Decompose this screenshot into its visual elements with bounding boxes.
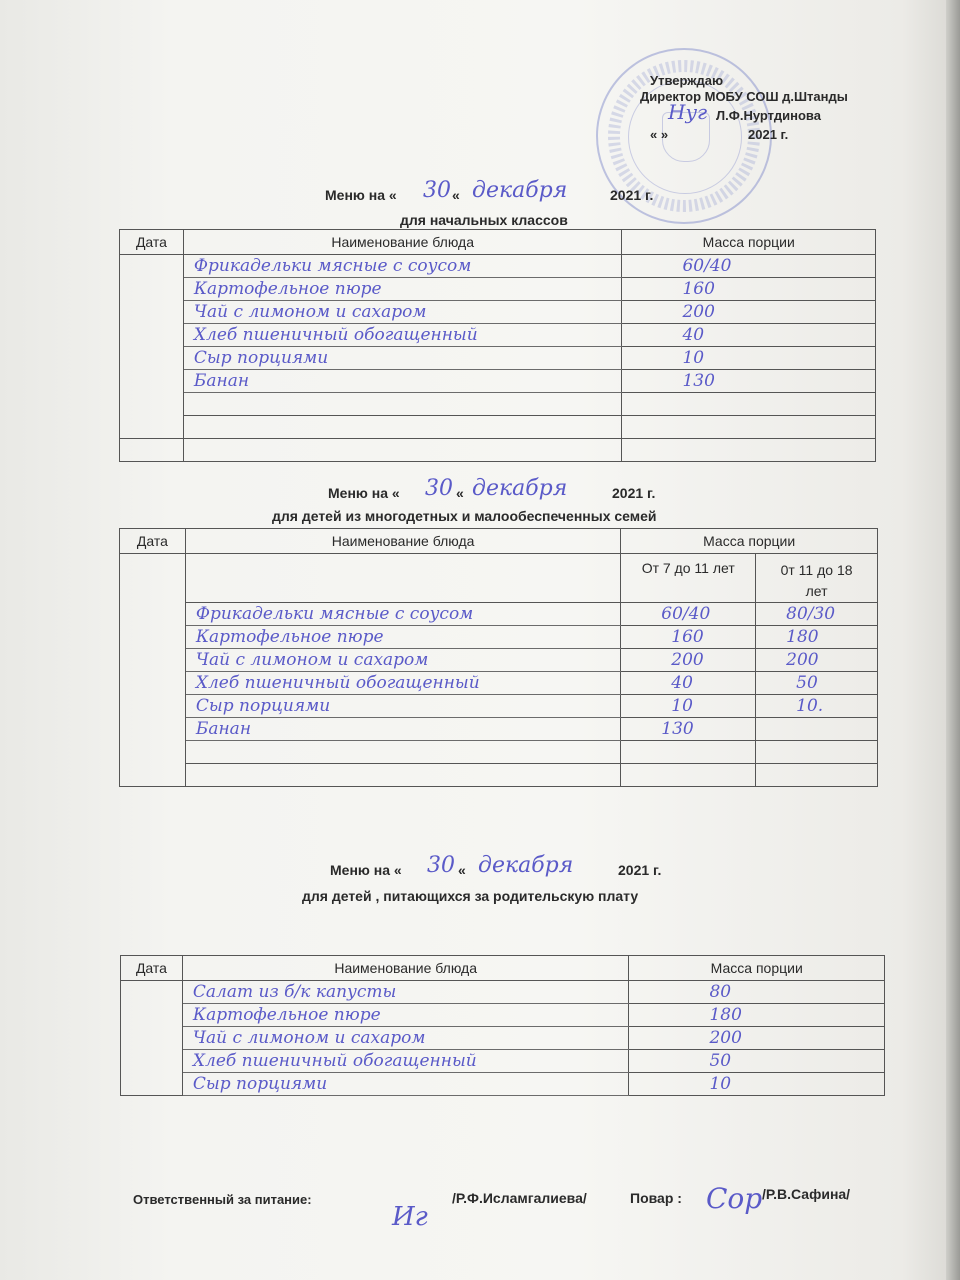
mass-cell: 60/40: [622, 255, 876, 278]
menu-table-large-families: [119, 528, 878, 787]
mass-cell: 200: [629, 1027, 885, 1050]
table-row: [120, 672, 878, 695]
table-row: [121, 1073, 885, 1096]
mass-cell-empty: [756, 741, 878, 764]
dish-cell: Банан: [183, 370, 622, 393]
mass-cell-empty: [622, 439, 876, 462]
mass-cell: 200: [622, 301, 876, 324]
header-date: Дата: [120, 230, 184, 255]
header-dish: Наименование блюда: [183, 230, 622, 255]
mass-cell-empty: [621, 764, 756, 787]
section3-day: 30: [427, 853, 455, 878]
dish-cell-empty: [185, 741, 620, 764]
section1-subtitle: для начальных классов: [400, 212, 568, 228]
mass-cell-7-11: 160: [621, 626, 756, 649]
approval-title: Утверждаю: [650, 73, 724, 88]
section3-year: 2021 г.: [618, 862, 662, 878]
section1-year: 2021 г.: [610, 187, 654, 203]
approval-name: Л.Ф.Нуртдинова: [716, 108, 821, 123]
date-cell-empty: [120, 439, 184, 462]
header-mass: Масса порции: [629, 956, 885, 981]
approval-year: 2021 г.: [748, 127, 789, 142]
date-cell: [120, 255, 184, 439]
header-age-11-18: [756, 554, 878, 603]
mass-cell-11-18: 50: [756, 672, 878, 695]
responsible-label: Ответственный за питание:: [133, 1192, 312, 1207]
menu-table-primary: [119, 229, 876, 462]
approval-position: Директор МОБУ СОШ д.Штанды: [640, 89, 848, 104]
dish-cell: Сыр порциями: [185, 695, 620, 718]
menu-table-paid: [120, 955, 885, 1096]
mass-cell-11-18: 200: [756, 649, 878, 672]
dish-cell: Чай с лимоном и сахаром: [185, 649, 620, 672]
dish-cell: Фрикадельки мясные с соусом: [185, 603, 620, 626]
table-header-row: [120, 230, 876, 255]
mass-cell-11-18: 10.: [756, 695, 878, 718]
table-row-empty: [120, 393, 876, 416]
mass-cell-7-11: 40: [621, 672, 756, 695]
dish-cell: Сыр порциями: [183, 347, 622, 370]
table-row-empty: [120, 416, 876, 439]
mass-cell: 80: [629, 981, 885, 1004]
header-date: Дата: [121, 956, 183, 981]
mass-cell: 160: [622, 278, 876, 301]
section3-title-mid: «: [458, 862, 466, 878]
date-cell: [120, 554, 186, 787]
subheader-dish-empty: [185, 554, 620, 603]
table-row: [120, 255, 876, 278]
cook-name: /Р.В.Сафина/: [762, 1186, 851, 1202]
section1-title-prefix: Меню на «: [325, 187, 397, 203]
table-row: [120, 347, 876, 370]
dish-cell: Чай с лимоном и сахаром: [183, 301, 622, 324]
dish-cell-empty: [185, 764, 620, 787]
table-row: [121, 981, 885, 1004]
header-mass: Масса порции: [621, 529, 878, 554]
mass-cell-11-18: 180: [756, 626, 878, 649]
table-row: [121, 1004, 885, 1027]
table-subheader-row: [120, 554, 878, 603]
mass-cell-11-18: [756, 718, 878, 741]
mass-cell-empty: [756, 764, 878, 787]
table-row: [120, 626, 878, 649]
mass-cell: 130: [622, 370, 876, 393]
table-row: [120, 718, 878, 741]
section3-title-prefix: Меню на «: [330, 862, 402, 878]
header-dish: Наименование блюда: [182, 956, 629, 981]
mass-cell-empty: [622, 416, 876, 439]
mass-cell-11-18: 80/30: [756, 603, 878, 626]
section1-title-mid: «: [452, 187, 460, 203]
header-age-7-11: От 7 до 11 лет: [621, 554, 756, 603]
dish-cell: Банан: [185, 718, 620, 741]
date-cell: [121, 981, 183, 1096]
mass-cell-7-11: 10: [621, 695, 756, 718]
header-dish: Наименование блюда: [185, 529, 620, 554]
dish-cell: Хлеб пшеничный обогащенный: [182, 1050, 629, 1073]
section2-day: 30: [425, 476, 453, 501]
section2-title-mid: «: [456, 485, 464, 501]
dish-cell: Салат из б/к капусты: [182, 981, 629, 1004]
table-row: [120, 695, 878, 718]
section2-year: 2021 г.: [612, 485, 656, 501]
mass-cell-empty: [622, 393, 876, 416]
section2-title-prefix: Меню на «: [328, 485, 400, 501]
dish-cell: Картофельное пюре: [185, 626, 620, 649]
dish-cell-empty: [183, 393, 622, 416]
header-age-11-18-line2: лет: [805, 583, 828, 599]
section1-day: 30: [423, 178, 451, 203]
mass-cell-empty: [621, 741, 756, 764]
dish-cell: Сыр порциями: [182, 1073, 629, 1096]
dish-cell: Картофельное пюре: [183, 278, 622, 301]
mass-cell-7-11: 200: [621, 649, 756, 672]
mass-cell: 180: [629, 1004, 885, 1027]
page-edge-shadow: [946, 0, 960, 1280]
dish-cell: Хлеб пшеничный обогащенный: [185, 672, 620, 695]
table-header-row: [120, 529, 878, 554]
approval-date-quotes: « »: [650, 127, 669, 142]
section3-month: декабря: [478, 853, 574, 878]
responsible-name: /Р.Ф.Исламгалиева/: [452, 1190, 587, 1206]
table-row: [121, 1027, 885, 1050]
dish-cell: Хлеб пшеничный обогащенный: [183, 324, 622, 347]
table-row-empty: [120, 439, 876, 462]
mass-cell: 40: [622, 324, 876, 347]
table-row: [120, 649, 878, 672]
table-row: [120, 370, 876, 393]
mass-cell: 10: [622, 347, 876, 370]
approval-signature: Нуг: [668, 100, 708, 124]
dish-cell: Чай с лимоном и сахаром: [182, 1027, 629, 1050]
header-age-11-18-line1: 0т 11 до 18: [780, 562, 853, 578]
section2-subtitle: для детей из многодетных и малообеспеченных семей: [272, 508, 657, 524]
responsible-signature: Иг: [392, 1202, 428, 1232]
cook-signature: Сор: [706, 1182, 763, 1215]
section3-subtitle: для детей , питающихся за родительскую плату: [302, 888, 639, 904]
mass-cell: 10: [629, 1073, 885, 1096]
header-date: Дата: [120, 529, 186, 554]
table-header-row: [121, 956, 885, 981]
dish-cell-empty: [183, 416, 622, 439]
mass-cell-7-11: 60/40: [621, 603, 756, 626]
section2-month: декабря: [472, 476, 568, 501]
table-row: [120, 603, 878, 626]
table-row-empty: [120, 741, 878, 764]
table-row: [120, 278, 876, 301]
mass-cell-7-11: 130: [621, 718, 756, 741]
header-mass: Масса порции: [622, 230, 876, 255]
mass-cell: 50: [629, 1050, 885, 1073]
table-row: [120, 324, 876, 347]
dish-cell: Картофельное пюре: [182, 1004, 629, 1027]
cook-label: Повар :: [630, 1190, 682, 1206]
table-row: [120, 301, 876, 324]
table-row-empty: [120, 764, 878, 787]
section1-month: декабря: [472, 178, 568, 203]
dish-cell-empty: [183, 439, 622, 462]
table-row: [121, 1050, 885, 1073]
dish-cell: Фрикадельки мясные с соусом: [183, 255, 622, 278]
